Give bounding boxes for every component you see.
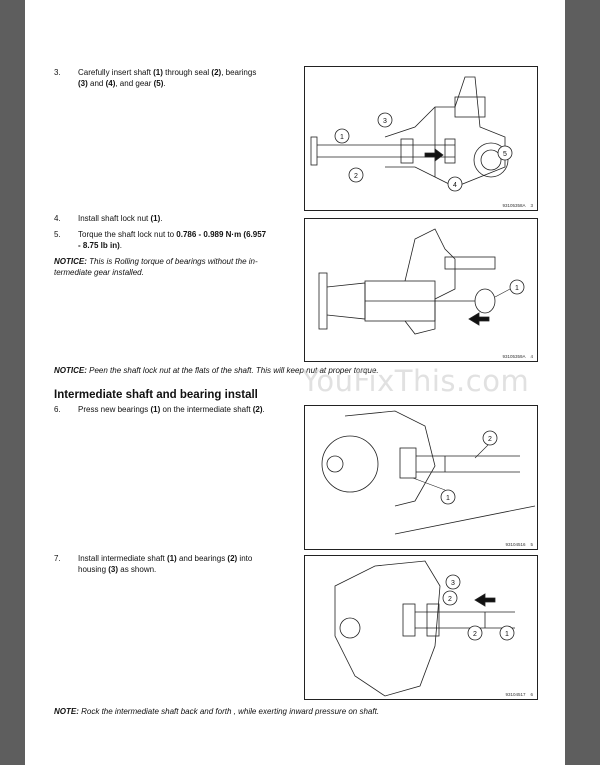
notice-label: NOTICE:: [54, 257, 87, 266]
part-ref: (3): [108, 564, 119, 574]
step-text: and bearings: [176, 554, 228, 563]
part-ref: (2): [227, 554, 238, 563]
figure-3-shaft-insert: [304, 66, 538, 211]
figure-ref: 93104516 5: [505, 542, 533, 547]
part-ref: (2): [211, 68, 222, 77]
shaft-flange: [319, 273, 327, 329]
step-text: Torque the shaft lock nut to: [78, 230, 177, 239]
notice-label: NOTICE:: [54, 366, 87, 375]
callout-2: 2: [448, 596, 452, 603]
step-text: , and gear: [115, 78, 154, 88]
callout-3: 3: [383, 118, 387, 125]
arrow-icon: [475, 594, 495, 606]
callout-5: 5: [503, 151, 507, 158]
housing-outline: [385, 77, 505, 187]
bearing: [400, 448, 416, 478]
torque-value: - 8.75 lb in): [78, 240, 120, 250]
figure-ref: 93104517 6: [505, 692, 533, 697]
step-text: , bearings: [221, 68, 257, 77]
figure-5-press-bearings: [304, 405, 538, 550]
part-ref: (4): [105, 78, 116, 88]
bearing-press-illustration: [305, 406, 537, 549]
callout-2: 2: [354, 173, 358, 180]
step-text: into: [237, 554, 253, 563]
figure-ref: 93105359A 4: [502, 354, 533, 359]
callout-1: 1: [446, 495, 450, 502]
lock-nut-illustration: [305, 219, 537, 361]
step-text: on the intermediate shaft: [160, 405, 253, 414]
callout-2: 2: [473, 631, 477, 638]
step-number: 6.: [54, 405, 61, 414]
part-ref: (1): [150, 214, 161, 223]
callout-2: 2: [488, 436, 492, 443]
torque-value: 0.786 - 0.989 N·m (6.957: [176, 230, 267, 239]
figure-ref: 93105358A 3: [502, 203, 533, 208]
note-label: NOTE:: [54, 707, 79, 716]
figure-6-install-shaft: [304, 555, 538, 700]
step-number: 5.: [54, 230, 61, 239]
callout-4: 4: [453, 182, 457, 189]
part-ref: (2): [252, 405, 263, 414]
section-heading: Intermediate shaft and bearing install: [54, 389, 258, 401]
callout-1: 1: [505, 631, 509, 638]
shaft-install-illustration: [305, 556, 537, 699]
step-text: .: [163, 78, 166, 88]
step-number: 7.: [54, 554, 61, 563]
note-text: Rock the intermediate shaft back and forth , while exerting inward pressure on shaft.: [78, 707, 380, 716]
step-text: through seal: [162, 68, 212, 77]
part-ref: (5): [153, 78, 164, 88]
part-ref: (1): [166, 554, 177, 563]
housing-outline: [345, 411, 435, 506]
shaft-flange: [311, 137, 317, 165]
step-text: Install intermediate shaft: [78, 554, 167, 563]
watermark: YouFixThis.com: [302, 364, 530, 398]
part-ref: (3): [78, 78, 88, 88]
shaft-assembly-illustration: [305, 67, 537, 210]
note-rock-shaft: [54, 707, 514, 718]
housing-outline: [335, 561, 440, 696]
notice-text: This is Rolling torque of bearings without the in-: [86, 257, 258, 266]
arrow-icon: [469, 313, 489, 325]
step-text: as shown.: [118, 564, 157, 574]
notice-rolling-torque: [54, 257, 294, 278]
step-text: and: [87, 78, 106, 88]
bearing: [403, 604, 415, 636]
arrow-icon: [425, 149, 443, 161]
step-number: 4.: [54, 214, 61, 223]
part-ref: (1): [150, 405, 161, 414]
callout-3: 3: [451, 580, 455, 587]
callout-1: 1: [515, 285, 519, 292]
step-text: .: [262, 405, 265, 414]
figure-4-lock-nut: [304, 218, 538, 362]
step-text: .: [119, 240, 123, 250]
manual-page: [25, 0, 565, 765]
part-ref: (1): [153, 68, 163, 77]
step-number: 3.: [54, 68, 61, 77]
notice-text: termediate gear installed.: [54, 267, 144, 277]
lock-nut: [475, 289, 495, 313]
callout-1: 1: [340, 134, 344, 141]
step-text: .: [160, 214, 163, 223]
step-text: Carefully insert shaft: [78, 68, 154, 77]
step-text: Press new bearings: [78, 405, 151, 414]
notice-text: Peen the shaft lock nut at the flats of the shaft. This will keep nut at proper torque.: [86, 366, 379, 375]
step-text: housing: [78, 564, 109, 574]
step-text: Install shaft lock nut: [78, 214, 151, 223]
